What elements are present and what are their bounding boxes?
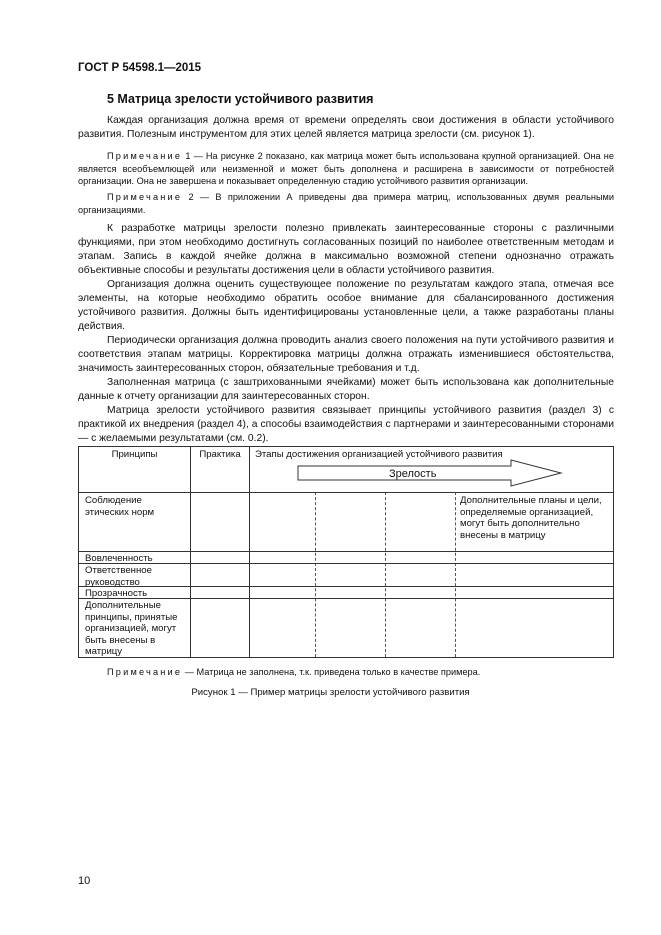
paragraph-4: Периодически организация должна проводить анализ своего положения на пути устойчивого развития и соответствия этапам матрицы. Корректировка матрицы должна отражать изменившиеся обстоятельства, значимость заинтересованных сторон, обязательные требования и т.д. xyxy=(78,335,614,374)
page-number: 10 xyxy=(78,875,91,887)
maturity-matrix xyxy=(78,446,614,658)
note-1 xyxy=(78,150,614,188)
row-additional-principles: Дополнительные принципы, принятые организацией, могут быть внесены в матрицу xyxy=(85,600,178,657)
stage-divider xyxy=(385,492,386,657)
row-ethics: Соблюдение этических норм xyxy=(85,495,155,518)
maturity-label: Зрелость xyxy=(389,468,437,480)
figure-caption: Рисунок 1 — Пример матрицы зрелости устойчивого развития xyxy=(191,687,470,698)
paragraph-3: Организация должна оценить существующее положение по результатам каждого этапа, отмечая все элементы, на которые необходимо обратить особое внимание для сбалансированного достижения устойчивого развития. Должны быть идентифицированы установленные цели, а также разработаны планы действия. xyxy=(78,279,614,332)
row-engagement: Вовлеченность xyxy=(85,553,153,564)
grid-line xyxy=(190,447,191,657)
cell-additional-plans: Дополнительные планы и цели, определяемые организацией, могут быть дополнительно внесены в матрицу xyxy=(460,495,602,541)
body-text xyxy=(78,222,614,446)
paragraph-5: Заполненная матрица (с заштрихованными ячейками) может быть использована как дополнительные данные к отчету организации для заинтересованных сторон. xyxy=(78,377,614,402)
note-3-text: — Матрица не заполнена, т.к. приведена только в качестве примера. xyxy=(182,667,481,677)
stage-divider xyxy=(455,492,456,657)
header-stages: Этапы достижения организацией устойчивого развития xyxy=(255,449,503,460)
note-2 xyxy=(78,191,614,216)
paragraph-intro xyxy=(78,114,614,142)
paragraph-6: Матрица зрелости устойчивого развития связывает принципы устойчивого развития (раздел 3) с практикой их внедрения (раздел 4), а способы взаимодействия с партнерами и заинтересованными сторонами — с желаемыми результатами (см. 0.2). xyxy=(78,405,614,444)
grid-line xyxy=(79,492,613,493)
note-1-text: 1 — На рисунке 2 показано, как матрица может быть использована крупной организацией. Она не является всеобъемлющей или неизменной и может быть дополнена и расширена в зависимости от потребностей организации. Она не завершена и показывает определенную стадию устойчивого развития организации. xyxy=(78,151,614,187)
stage-divider xyxy=(315,492,316,657)
section-title: 5 Матрица зрелости устойчивого развития xyxy=(107,92,374,106)
grid-line xyxy=(249,447,250,657)
note-3-label: Примечание xyxy=(107,667,183,677)
header-practice: Практика xyxy=(199,449,241,460)
note-1-label: Примечание xyxy=(107,151,183,161)
paragraph-2: К разработке матрицы зрелости полезно привлекать заинтересованные стороны с различными функциями, при этом необходимо достигнуть согласованных позиций по наиболее ответственным методам и этапам. Запись в каждой ячейке должна в максимально возможной степени однозначно отражать объективные способы и результаты достижения цели в области устойчивого развития. xyxy=(78,223,614,276)
row-transparency: Прозрачность xyxy=(85,588,148,599)
header-principles: Принципы xyxy=(111,449,158,460)
note-2-label: Примечание xyxy=(107,192,183,202)
row-governance: Ответственное руководство xyxy=(85,565,152,588)
note-2-text: 2 — В приложении А приведены два примера матриц, использованных двумя реальными организациями. xyxy=(78,192,614,215)
paragraph-1: Каждая организация должна время от времени определять свои достижения в области устойчивого развития. Полезным инструментом для этих целей является матрица зрелости (см. рисунок 1). xyxy=(78,115,614,140)
note-3 xyxy=(78,666,614,679)
document-header: ГОСТ Р 54598.1—2015 xyxy=(78,62,202,74)
grid-line xyxy=(79,551,613,552)
